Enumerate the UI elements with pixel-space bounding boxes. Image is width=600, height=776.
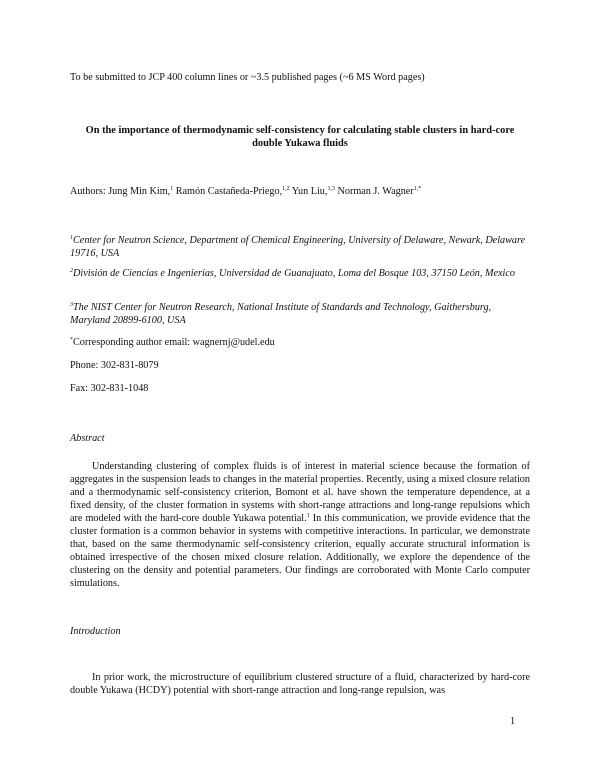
affiliation-text: The NIST Center for Neutron Research, National Institute of Standards and Technology, Gaithersburg, Maryland 20899-6100, USA — [70, 302, 492, 326]
fax-number: Fax: 302-831-1048 — [70, 383, 149, 394]
corresponding-sup: * — [70, 337, 73, 343]
abstract-text-1: Understanding clustering of complex fluids is of interest in material science because the formation of aggregates in the suspension leads to changes in the material properties. Recently, using a mixed closure relation and a thermodynamic self-consistency criterion, Bomont et al. have shown the temperature dependence, at a fixed density, of the cluster formation in systems with short-range attractions and long-range repulsions which are modeled with the hard-core double Yukawa potential. — [70, 461, 530, 524]
phone-number: Phone: 302-831-8079 — [70, 360, 159, 371]
introduction-heading: Introduction — [70, 626, 121, 637]
affiliation-sup: 2 — [70, 268, 73, 274]
author-name: Jung Min Kim, — [108, 186, 171, 197]
author-sup: 1 — [170, 186, 174, 192]
abstract-text-2: In this communication, we provide evidence that the cluster formation is a common behavior in systems with competitive interactions. In particular, we demonstrate that, based on the same thermodynamic self-consistency criterion, equally accurate structural information is obtained irrespective of the chosen mixed closure relation. Additionally, we explore the dependence of the clustering on the density and potential parameters. Our findings are corroborated with Monte Carlo computer simulations. — [70, 513, 530, 589]
author-name: Yun Liu, — [291, 186, 328, 197]
affiliation-2 — [70, 267, 530, 280]
affiliation-text: Center for Neutron Science, Department of Chemical Engineering, University of Delaware, Newark, Delaware 19716, USA — [70, 235, 526, 259]
author-name: Ramón Castañeda-Priego, — [175, 186, 283, 197]
affiliation-text: División de Ciencias e Ingenierías, Universidad de Guanajuato, Loma del Bosque 103, 37150 León, Mexico — [73, 268, 515, 279]
abstract-heading: Abstract — [70, 433, 105, 444]
affiliation-1 — [70, 234, 530, 260]
authors-label: Authors: — [70, 186, 109, 197]
affiliation-sup: 3 — [70, 302, 73, 308]
abstract-body — [70, 460, 530, 590]
corresponding-author — [70, 336, 530, 349]
abstract-ref-sup: 1 — [306, 513, 310, 519]
paper-title: On the importance of thermodynamic self-consistency for calculating stable clusters in hard-core double Yukawa fluids — [85, 125, 515, 149]
author-line — [70, 185, 530, 198]
author-sup: 1,* — [413, 186, 422, 192]
page-number: 1 — [510, 716, 516, 727]
submission-note: To be submitted to JCP 400 column lines or ~3.5 published pages (~6 MS Word pages) — [70, 72, 425, 83]
introduction-body: In prior work, the microstructure of equilibrium clustered structure of a fluid, characterized by hard-core double Yukawa (HCDY) potential with short-range attraction and long-range repulsion, was — [70, 672, 530, 696]
author-name: Norman J. Wagner — [337, 186, 414, 197]
affiliation-sup: 1 — [70, 235, 73, 241]
author-sup: 1,3 — [327, 186, 335, 192]
author-sup: 1,2 — [282, 186, 290, 192]
affiliation-3 — [70, 301, 530, 327]
corresponding-email: Corresponding author email: wagnernj@udel.edu — [73, 337, 275, 348]
